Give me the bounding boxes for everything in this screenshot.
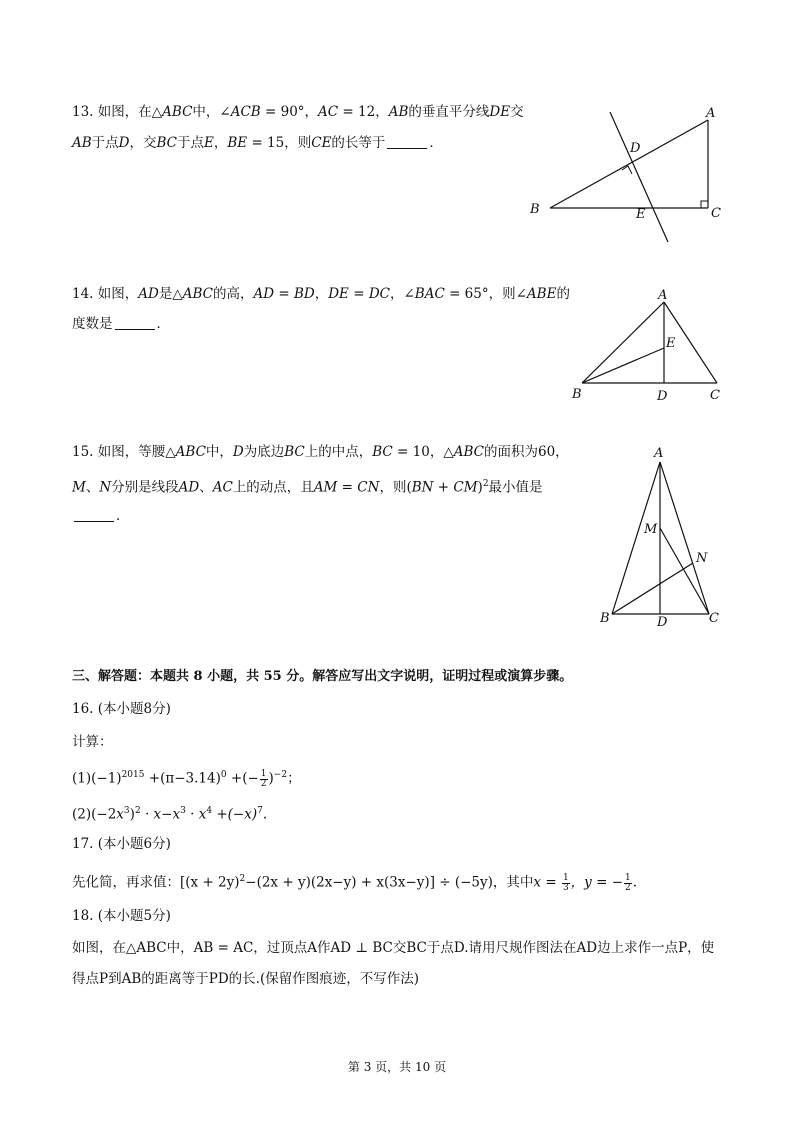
q16-exponent: 3 [123, 806, 130, 816]
fraction [562, 874, 570, 893]
q15-text: 15. 如图，等腰△ [72, 444, 176, 460]
q15-line1 [72, 442, 569, 462]
q14-line1 [72, 284, 570, 304]
q16-text: (1)(−1) [72, 770, 122, 787]
q18-line1: 如图，在△ABC中，AB = AC，过顶点A作AD ⊥ BC交BC于点D.请用尺规作图法在AD边上求作一点P，使 [72, 940, 715, 956]
q15-text: 、 [85, 479, 100, 496]
q15-var: D [232, 444, 244, 460]
q15-var: AM [313, 479, 338, 496]
q16-exponent: 2 [134, 806, 141, 816]
q16-part2 [72, 801, 267, 825]
q16-text: · x [185, 806, 207, 823]
q14-line2 [72, 314, 170, 334]
q16-text: +(π−3.14) [144, 770, 221, 787]
label-b: B [530, 202, 540, 217]
q15-figure [590, 440, 730, 635]
q13-text: 于点 [91, 135, 119, 151]
q13-var: D [118, 135, 130, 151]
q13-var: AC [318, 104, 339, 120]
q16-exponent: −2 [273, 770, 288, 780]
segment-ac [660, 462, 709, 614]
q17-text: −(2x + y)(2x−y) + x(3x−y)] ÷ (−5y)，其中 [245, 874, 534, 891]
label-d: D [657, 389, 668, 404]
segment-ab [582, 302, 664, 383]
q16-heading: 16. (本小题8分) [72, 701, 171, 717]
q13-line1 [72, 102, 524, 122]
q16-text: . [262, 806, 268, 823]
q15-text: 上的动点，且 [232, 479, 314, 496]
q13-text: = 15，则 [247, 135, 312, 151]
label-e: E [666, 336, 676, 351]
q16-exponent: 4 [206, 806, 213, 816]
q13-var: AB [388, 104, 409, 120]
q13-text: 中，∠ [192, 104, 231, 120]
q14-var: DE [328, 286, 349, 302]
q15-var: ABC [453, 444, 484, 460]
q15-var: CM [453, 479, 478, 496]
q17-text: ，y = − [570, 874, 624, 891]
q15-var: BC [284, 444, 305, 460]
q14-text: ， [314, 286, 329, 302]
q13-text: 的长等于 [331, 135, 386, 151]
q18-line2: 得点P到AB的距离等于PD的长.(保留作图痕迹，不写作法) [72, 971, 419, 987]
label-d: D [630, 141, 641, 156]
q13-text: = 12， [338, 104, 389, 120]
q14-text: ，∠ [389, 286, 415, 302]
q16-text: · x−x [140, 806, 181, 823]
label-c: C [710, 388, 720, 403]
q15-text: 上的中点， [304, 444, 373, 460]
q13-text: 13. 如图，在△ [72, 104, 163, 120]
q13-text: ，交 [129, 135, 157, 151]
fraction-numerator: 1 [562, 872, 569, 883]
label-a: A [654, 446, 664, 461]
q16-var: x [116, 806, 124, 823]
q14-text: = [348, 286, 369, 302]
q16-exponent: 3 [180, 806, 186, 816]
q14-var: BD [293, 286, 315, 302]
q16-text: +(−x) [212, 806, 258, 823]
q14-text: 的高， [212, 286, 254, 302]
q15-text: + [433, 479, 454, 496]
q14-var: DC [368, 286, 390, 302]
segment-de [610, 112, 668, 242]
q15-var: AC [212, 479, 233, 496]
q15-var: BN [411, 479, 434, 496]
segment-bn [612, 563, 693, 614]
segment-ab [612, 462, 660, 614]
fraction [260, 770, 268, 789]
q14-var: ABC [182, 286, 213, 302]
fraction-denominator: 2 [260, 778, 267, 789]
segment-be [582, 348, 664, 383]
q15-exponent: 2 [482, 479, 489, 489]
q14-text: 度数是 [72, 316, 113, 332]
label-n: N [696, 551, 708, 566]
q16-part1 [72, 765, 301, 789]
q15-var: BC [372, 444, 393, 460]
q15-text: ，则( [379, 479, 412, 496]
q14-text: = 65°，则∠ [444, 286, 527, 302]
q16-text: ； [287, 770, 301, 787]
q13-text: ， [213, 135, 228, 151]
q17-exponent: 2 [239, 874, 246, 884]
q13-line2 [72, 133, 443, 153]
label-d: D [657, 615, 668, 630]
q16-text: ) [268, 770, 274, 787]
label-c: C [711, 206, 721, 221]
q13-text: 的垂直平分线 [408, 104, 490, 120]
page-footer: 第 3 页，共 10 页 [347, 1060, 447, 1074]
q14-text: 是△ [158, 286, 183, 302]
q13-var: E [204, 135, 214, 151]
q15-line2 [72, 474, 543, 498]
q14-text: 14. 如图， [72, 286, 139, 302]
segment-ab [550, 120, 708, 208]
q15-text: ． [116, 508, 130, 524]
fraction [624, 874, 632, 893]
q13-figure [520, 100, 740, 250]
label-m: M [644, 522, 658, 537]
q13-var: ACB [230, 104, 261, 120]
q16-exponent: 7 [257, 806, 263, 816]
q14-text: = [274, 286, 294, 302]
q15-text: 最小值是 [488, 479, 543, 496]
label-a: A [706, 106, 716, 121]
segment-cm [660, 528, 709, 614]
q16-exponent: 2015 [121, 770, 145, 780]
label-e: E [636, 207, 646, 222]
q13-var: BE [227, 135, 248, 151]
q13-var: BC [156, 135, 178, 151]
fraction-denominator: 3 [562, 882, 569, 893]
q16-intro: 计算： [72, 734, 113, 750]
fraction-numerator: 1 [260, 768, 267, 779]
q16-text: (2)(−2 [72, 806, 117, 823]
q17-text: x = [533, 874, 561, 891]
q17-text: 先化简，再求值：[(x + 2y) [72, 874, 240, 891]
q16-exponent: 0 [220, 770, 227, 780]
right-angle-mark-c [701, 201, 708, 208]
answer-blank [387, 135, 427, 149]
q15-text: 中， [205, 444, 233, 460]
q15-var: N [99, 479, 112, 496]
q13-text: = 90°， [260, 104, 319, 120]
q16-text: ) [129, 806, 135, 823]
q17-heading: 17. (本小题6分) [72, 836, 171, 852]
q15-var: CN [357, 479, 380, 496]
q16-text: +(− [226, 770, 259, 787]
q15-text: 、 [199, 479, 213, 496]
q14-var: BAC [414, 286, 445, 302]
q15-var: ABC [175, 444, 206, 460]
label-b: B [600, 611, 610, 626]
fraction-numerator: 1 [625, 872, 631, 883]
q14-figure [565, 282, 740, 407]
q13-text: ． [429, 135, 443, 151]
q13-var: AB [72, 135, 92, 151]
q17-body [72, 869, 637, 893]
q15-text: = [337, 479, 358, 496]
answer-blank [115, 316, 155, 330]
q13-text: 于点 [177, 135, 205, 151]
q15-line3 [72, 506, 130, 526]
q13-var: DE [489, 104, 511, 120]
label-c: C [709, 611, 719, 626]
label-a: A [658, 288, 668, 303]
q13-var: CE [311, 135, 332, 151]
q14-var: AD [253, 286, 275, 302]
q15-text: ) [477, 479, 483, 496]
q15-text: 的面积为60， [483, 444, 569, 460]
q14-text: 的 [556, 286, 570, 302]
label-b: B [572, 387, 582, 402]
q14-var: AD [138, 286, 159, 302]
q15-var: AD [178, 479, 200, 496]
fraction-denominator: 2 [625, 882, 631, 893]
q13-var: ABC [162, 104, 193, 120]
q15-text: = 10，△ [392, 444, 454, 460]
q15-text: 分别是线段 [111, 479, 179, 496]
section-heading: 三、解答题：本题共 8 小题，共 55 分。解答应写出文字说明，证明过程或演算步骤。 [72, 669, 573, 684]
q13-text: 交 [510, 104, 524, 120]
q17-text: . [632, 874, 638, 891]
q15-var: M [72, 479, 86, 496]
answer-blank [74, 508, 114, 522]
q14-text: ． [156, 316, 170, 332]
q14-var: ABE [526, 286, 557, 302]
q18-heading: 18. (本小题5分) [72, 908, 171, 924]
q15-text: 为底边 [243, 444, 285, 460]
